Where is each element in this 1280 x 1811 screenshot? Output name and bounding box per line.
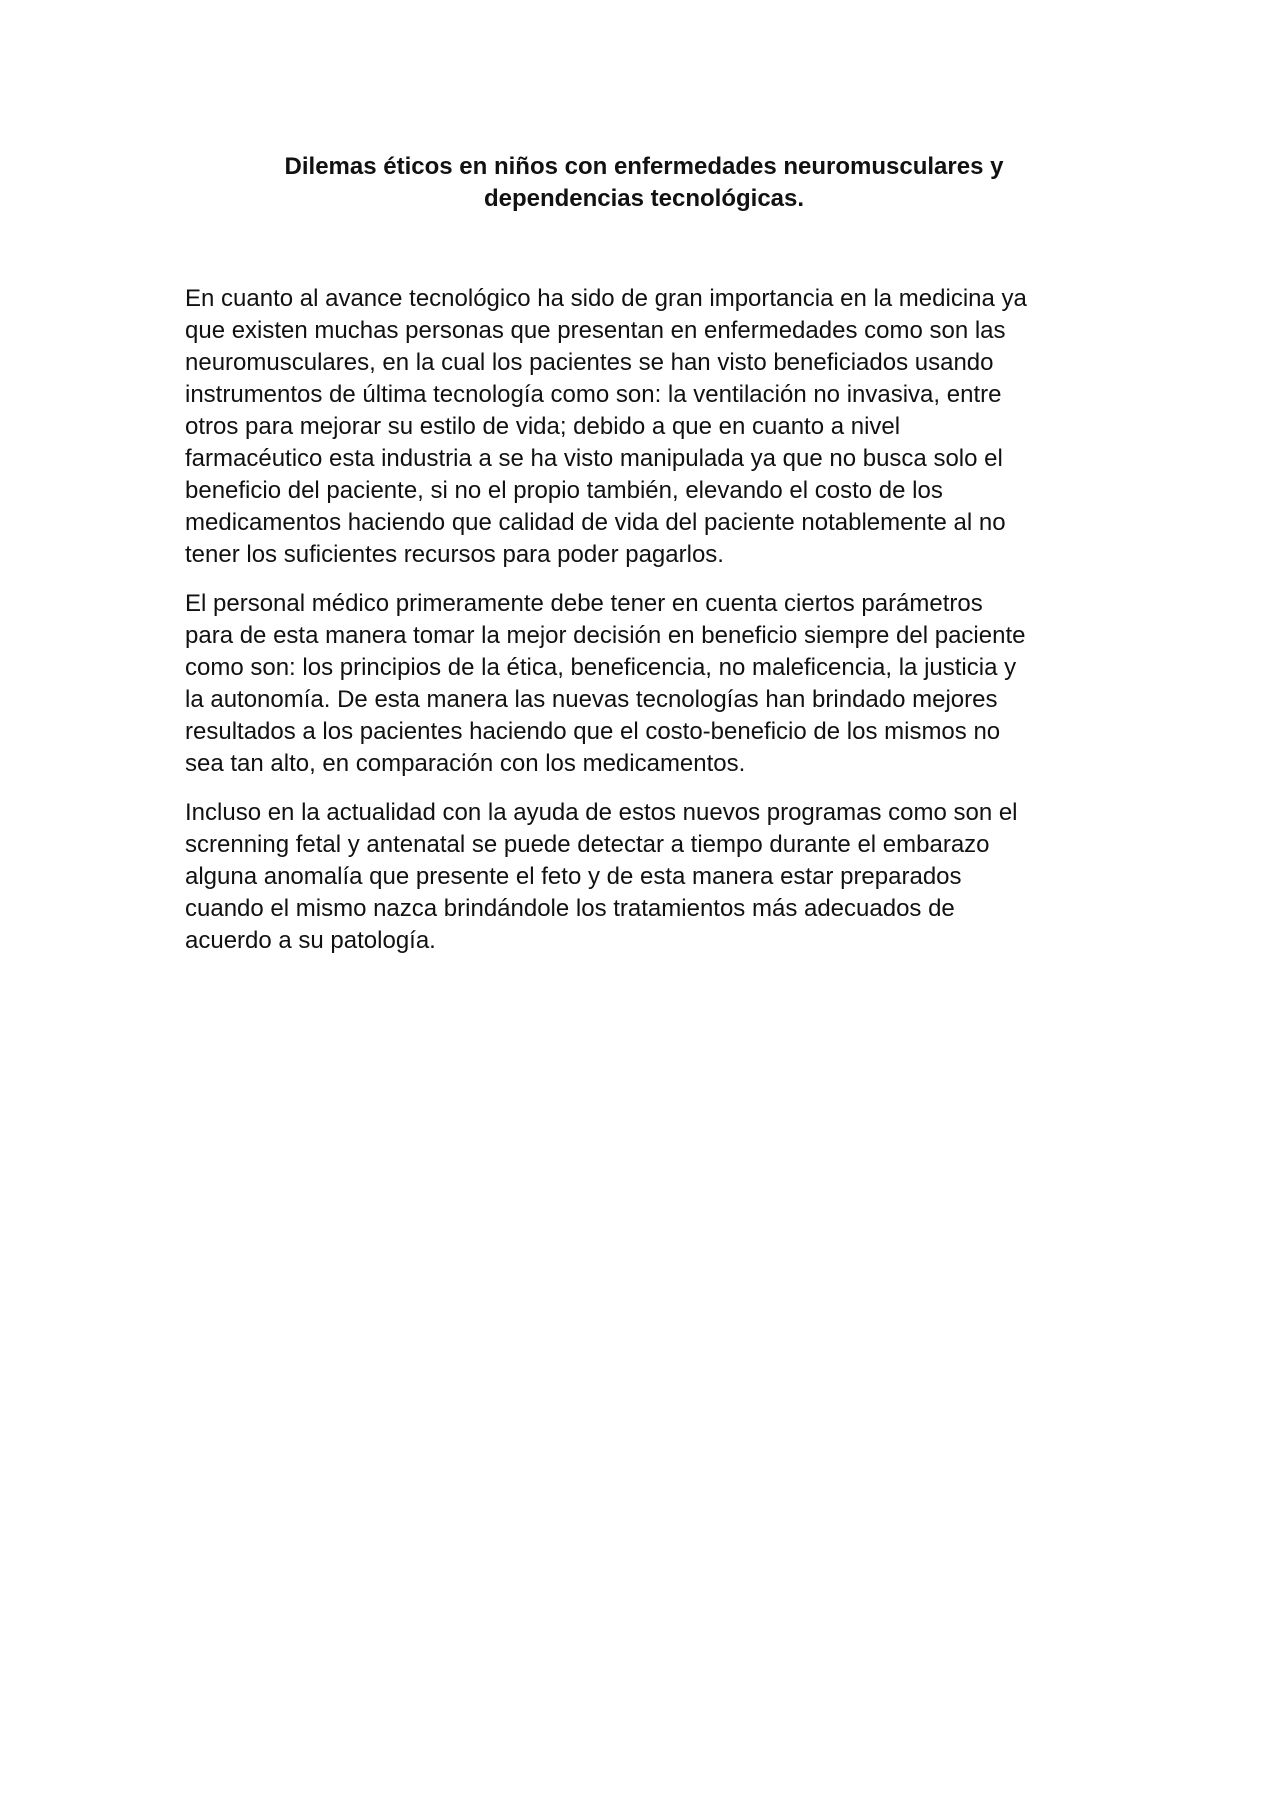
text-line: Incluso en la actualidad con la ayuda de estos nuevos programas como son el [185,799,1018,826]
text-line: para de esta manera tomar la mejor decisión en beneficio siempre del paciente [185,622,1026,649]
document-title [185,151,1103,215]
text-line: El personal médico primeramente debe tener en cuenta ciertos parámetros [185,590,983,617]
text-line: instrumentos de última tecnología como son: la ventilación no invasiva, entre [185,381,1002,408]
text-line: beneficio del paciente, si no el propio también, elevando el costo de los [185,477,943,504]
text-line: acuerdo a su patología. [185,927,436,954]
text-line: medicamentos haciendo que calidad de vida del paciente notablemente al no [185,509,1006,536]
document-body [185,283,1095,974]
text-line: otros para mejorar su estilo de vida; debido a que en cuanto a nivel [185,413,901,440]
text-line: farmacéutico esta industria a se ha visto manipulada ya que no busca solo el [185,445,1003,472]
text-line: tener los suficientes recursos para poder pagarlos. [185,541,724,568]
paragraph-2 [185,588,1095,780]
text-line: que existen muchas personas que presentan en enfermedades como son las [185,317,1006,344]
paragraph-1 [185,283,1095,571]
title-line-2: dependencias tecnológicas. [483,185,805,212]
text-line: sea tan alto, en comparación con los medicamentos. [185,750,746,777]
text-line: En cuanto al avance tecnológico ha sido de gran importancia en la medicina ya [185,285,1027,312]
text-line: alguna anomalía que presente el feto y de esta manera estar preparados [185,863,962,890]
title-line-1: Dilemas éticos en niños con enfermedades neuromusculares y [284,153,1004,180]
text-line: screnning fetal y antenatal se puede detectar a tiempo durante el embarazo [185,831,990,858]
text-line: como son: los principios de la ética, beneficencia, no maleficencia, la justicia y [185,654,1017,681]
text-line: cuando el mismo nazca brindándole los tratamientos más adecuados de [185,895,955,922]
text-line: neuromusculares, en la cual los pacientes se han visto beneficiados usando [185,349,994,376]
text-line: resultados a los pacientes haciendo que el costo-beneficio de los mismos no [185,718,1001,745]
paragraph-3 [185,797,1095,957]
text-line: la autonomía. De esta manera las nuevas tecnologías han brindado mejores [185,686,998,713]
